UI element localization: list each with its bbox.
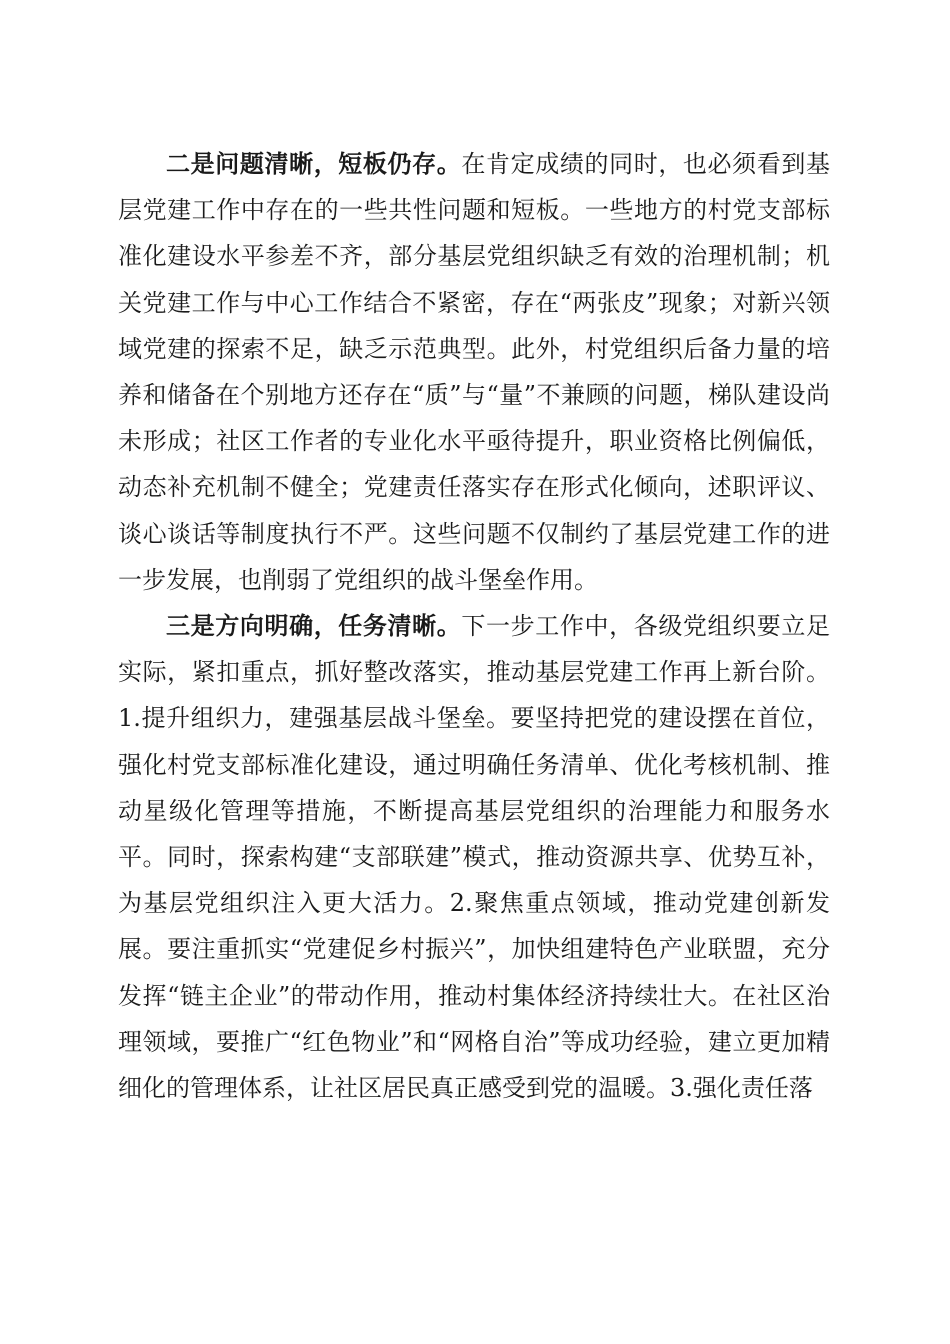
paragraph-direction [118,603,830,1111]
paragraph-problems [118,141,830,603]
paragraph-text: 下一步工作中，各级党组织要立足实际，紧扣重点，抓好整改落实，推动基层党建工作再上新台阶。1.提升组织力，建强基层战斗堡垒。要坚持把党的建设摆在首位，强化村党支部标准化建设，通过明确任务清单、优化考核机制、推动星级化管理等措施，不断提高基层党组织的治理能力和服务水平。同时，探索构建“支部联建”模式，推动资源共享、优势互补，为基层党组织注入更大活力。2.聚焦重点领域，推动党建创新发展。要注重抓实“党建促乡村振兴”，加快组建特色产业联盟，充分发挥“链主企业”的带动作用，推动村集体经济持续壮大。在社区治理领域，要推广“红色物业”和“网格自治”等成功经验，建立更加精细化的管理体系，让社区居民真正感受到党的温暖。3.强化责任落 [118,612,831,1103]
document-body [118,141,830,1111]
paragraph-lead: 三是方向明确，任务清晰。 [166,611,462,641]
paragraph-lead: 二是问题清晰，短板仍存。 [166,149,462,178]
paragraph-text: 在肯定成绩的同时，也必须看到基层党建工作中存在的一些共性问题和短板。一些地方的村党支部标准化建设水平参差不齐，部分基层党组织缺乏有效的治理机制；机关党建工作与中心工作结合不紧密，存在“两张皮”现象；对新兴领域党建的探索不足，缺乏示范典型。此外，村党组织后备力量的培养和储备在个别地方还存在“质”与“量”不兼顾的问题，梯队建设尚未形成；社区工作者的专业化水平亟待提升，职业资格比例偏低，动态补充机制不健全；党建责任落实存在形式化倾向，述职评议、谈心谈话等制度执行不严。这些问题不仅制约了基层党建工作的进一步发展，也削弱了党组织的战斗堡垒作用。 [118,150,831,594]
